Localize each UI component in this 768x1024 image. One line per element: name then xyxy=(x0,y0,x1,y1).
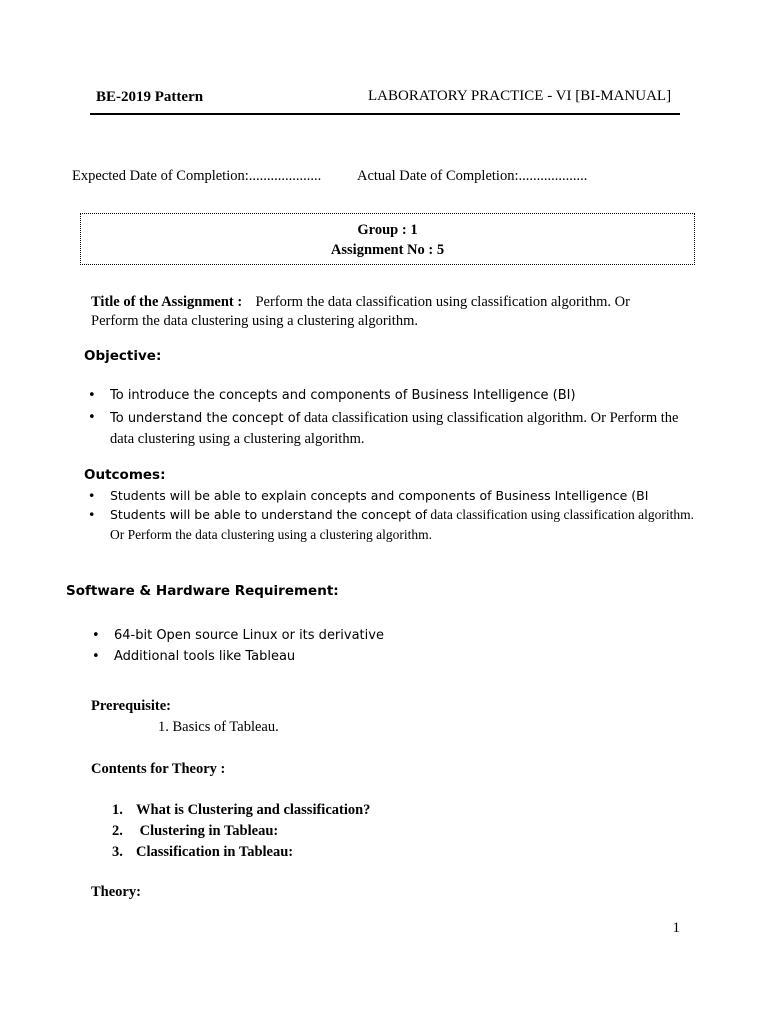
bullet-icon: • xyxy=(92,628,100,643)
prerequisite-item: 1. Basics of Tableau. xyxy=(158,719,279,735)
objective-heading: Objective: xyxy=(84,348,162,364)
header-pattern: BE-2019 Pattern xyxy=(96,89,204,105)
expected-date: Expected Date of Completion:.................... xyxy=(72,168,322,184)
title-text-line1: Perform the data classification using classification algorithm. Or xyxy=(255,294,630,310)
title-label: Title of the Assignment : xyxy=(91,294,243,310)
list-item: • To understand the concept of data classification using classification algorithm. Or Perform the data clustering using a clustering algorithm. xyxy=(88,410,679,447)
actual-date: Actual Date of Completion:................... xyxy=(357,168,588,184)
page-number: 1 xyxy=(672,920,680,936)
title-text-line2: Perform the data clustering using a clustering algorithm. xyxy=(91,313,418,329)
list-item: 3. Classification in Tableau: xyxy=(112,844,294,860)
software-list xyxy=(92,625,592,667)
contents-heading: Contents for Theory : xyxy=(91,761,226,777)
list-item: • To introduce the concepts and components of Business Intelligence (BI) xyxy=(88,386,708,406)
list-item: • 64-bit Open source Linux or its derivative xyxy=(92,625,592,646)
bullet-icon: • xyxy=(88,507,96,522)
list-item: 1. What is Clustering and classification? xyxy=(112,802,371,818)
prerequisite-heading: Prerequisite: xyxy=(91,698,171,714)
contents-list xyxy=(112,802,512,865)
software-heading: Software & Hardware Requirement: xyxy=(66,583,339,599)
assignment-number: Assignment No : 5 xyxy=(330,242,445,258)
group-box xyxy=(80,213,695,265)
objective-list xyxy=(88,386,708,449)
list-item: 2. Clustering in Tableau: xyxy=(112,823,279,839)
outcomes-heading: Outcomes: xyxy=(84,467,166,483)
list-item: • Students will be able to explain concepts and components of Business Intelligence (BI xyxy=(88,488,649,503)
theory-heading: Theory: xyxy=(91,884,141,900)
list-item: • Students will be able to understand the concept of data classification using classification algorithm. Or Perform the data clustering using a clustering algorithm. xyxy=(88,507,694,542)
bullet-icon: • xyxy=(92,649,100,664)
bullet-icon: • xyxy=(88,388,96,403)
header-title: LABORATORY PRACTICE - VI [BI-MANUAL] xyxy=(368,88,672,104)
header-divider xyxy=(90,113,680,115)
group-number: Group : 1 xyxy=(357,222,418,238)
assignment-title xyxy=(91,293,711,331)
bullet-icon: • xyxy=(88,410,96,425)
list-item: • Additional tools like Tableau xyxy=(92,646,592,667)
outcomes-list xyxy=(88,486,728,544)
bullet-icon: • xyxy=(88,488,96,503)
